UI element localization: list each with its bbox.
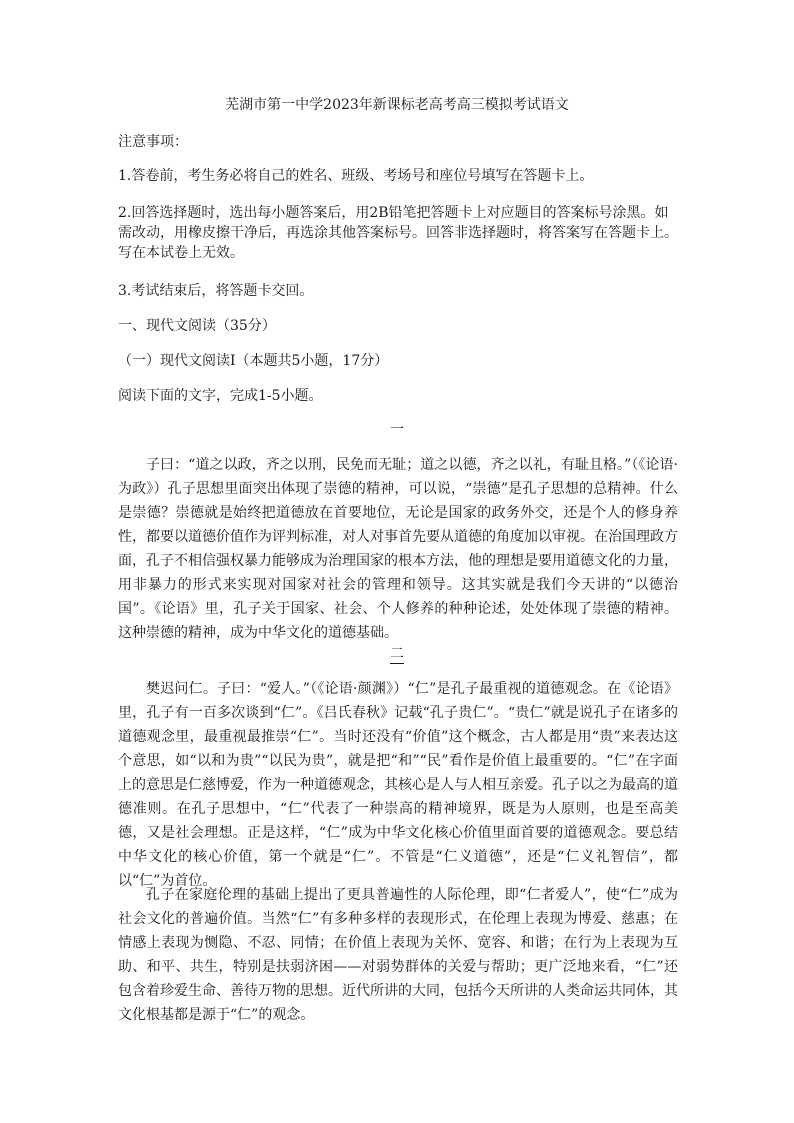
- paragraph-2: 樊迟问仁。子曰：“爱人。”（《论语·颜渊》）“仁”是孔子最重视的道德观念。在《论语》里，孔子有一百多次谈到“仁”。《吕氏春秋》记载“孔子贵仁”。“贵仁”就是说孔子在诸多的道德观念里，最重视最推崇“仁”。当时还没有“价值”这个概念，古人都是用“贵”来表达这个意思，如“以和为贵”“以民为贵”，就是把“和”“民”看作是价值上最重要的。“仁”在字面上的意思是仁慈博爱，作为一种道德观念，其核心是人与人相互亲爱。孔子以之为最高的道德准则。在孔子思想中，“仁”代表了一种崇高的精神境界，既是为人原则，也是至高美德，又是社会理想。正是这样，“仁”成为中华文化核心价值里面首要的道德观念。要总结中华文化的核心价值，第一个就是“仁”。不管是“仁义道德”，还是“仁义礼智信”，都以“仁”为首位。: [118, 681, 678, 889]
- part-mark-1: 一: [390, 422, 404, 438]
- notice-item-3: 3.考试结束后，将答题卡交回。: [118, 283, 314, 299]
- subsection-heading: （一）现代文阅读Ⅰ（本题共5小题，17分）: [118, 353, 389, 369]
- reading-instruction: 阅读下面的文字，完成1-5小题。: [118, 388, 323, 404]
- part-mark-2: [0, 644, 794, 664]
- part-mark-2-text: 二: [390, 646, 404, 662]
- paragraph-3: 孔子在家庭伦理的基础上提出了更具普遍性的人际伦理，即“仁者爱人”，使“仁”成为社会文化的普遍价值。当然“仁”有多种多样的表现形式，在伦理上表现为博爱、慈惠；在情感上表现为恻隐、不忍、同情；在价值上表现为关怀、宽容、和谐；在行为上表现为互助、和平、共生，特别是扶弱济困——对弱势群体的关爱与帮助；更广泛地来看，“仁”还包含着珍爱生命、善待万物的思想。近代所讲的大同，包括今天所讲的人类命运共同体，其文化根基都是源于“仁”的观念。: [118, 887, 678, 1023]
- notice-item-2: 2.回答选择题时，选出每小题答案后，用2B铅笔把答题卡上对应题目的答案标号涂黑。如需改动，用橡皮擦干净后，再选涂其他答案标号。回答非选择题时，将答案写在答题卡上。写在本试卷上无效。: [118, 205, 678, 261]
- page-title: 芜湖市第一中学2023年新课标老高考高三模拟考试语文: [225, 97, 569, 113]
- paragraph-1: 子曰：“道之以政，齐之以刑，民免而无耻；道之以德，齐之以礼，有耻且格。”（《论语·为政》）孔子思想里面突出体现了崇德的精神，可以说，“崇德”是孔子思想的总精神。什么是崇德？崇德就是始终把道德放在首要地位，无论是国家的政务外交，还是个人的修身养性，都要以道德价值作为评判标准，对人对事首先要从道德的角度加以审视。在治国理政方面，孔子不相信强权暴力能够成为治理国家的根本方法，他的理想是要用道德文化的力量，用非暴力的形式来实现对国家对社会的管理和领导。这其实就是我们今天讲的“以德治国”。《论语》里，孔子关于国家、社会、个人修养的种种论述，处处体现了崇德的精神。这种崇德的精神，成为中华文化的道德基础。: [118, 457, 678, 641]
- notice-heading: 注意事项：: [118, 134, 188, 150]
- section-heading: 一、现代文阅读（35分）: [118, 318, 276, 334]
- notice-item-1: 1.答卷前，考生务必将自己的姓名、班级、考场号和座位号填写在答题卡上。: [118, 168, 594, 184]
